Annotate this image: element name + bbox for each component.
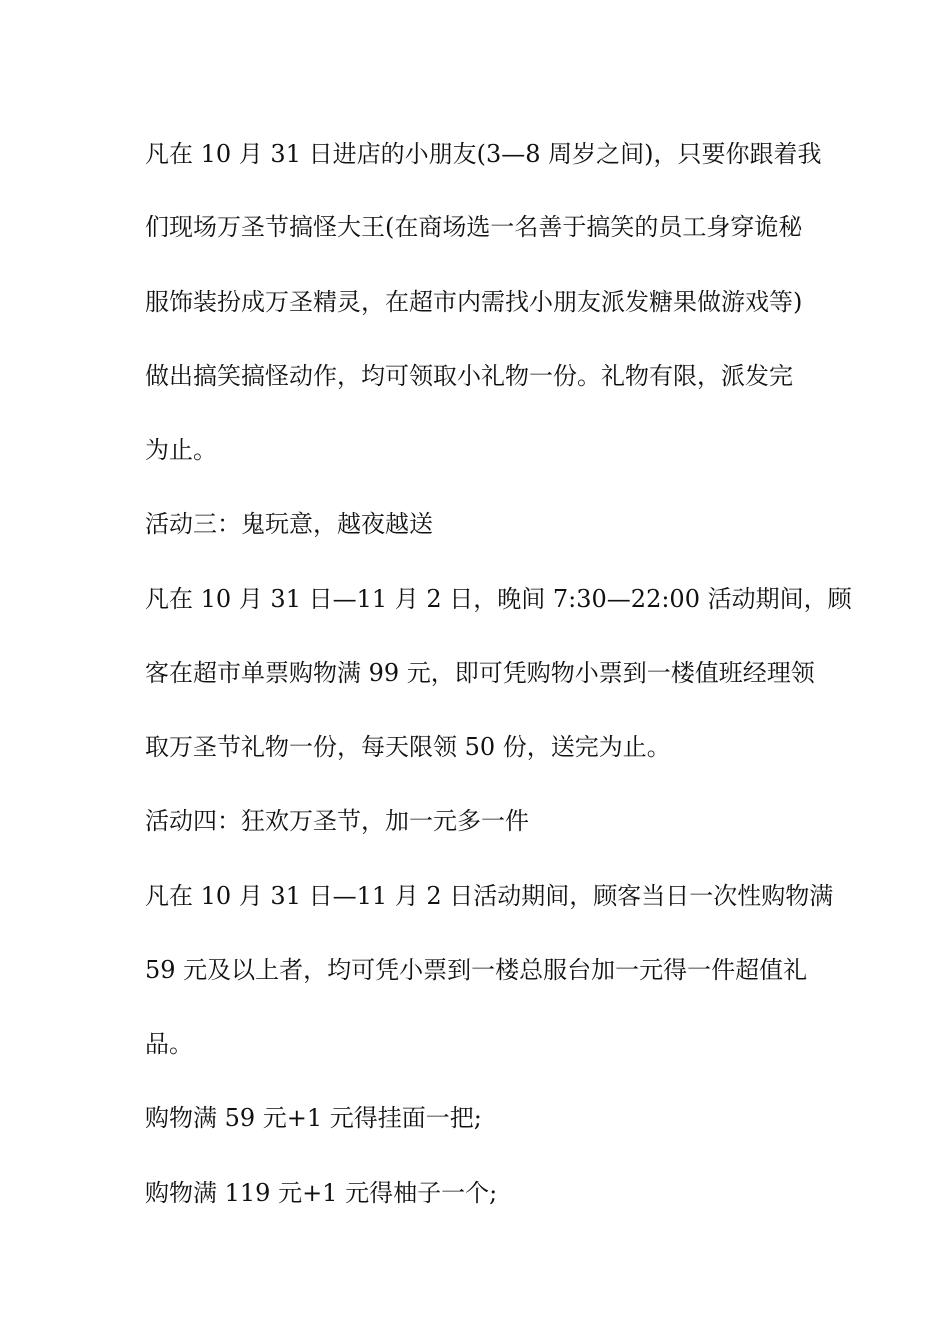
paragraph-line: 客在超市单票购物满 99 元，即可凭购物小票到一楼值班经理领: [145, 659, 815, 687]
paragraph-line: 凡在 10 月 31 日进店的小朋友(3—8 周岁之间)，只要你跟着我: [145, 140, 822, 168]
paragraph-line: 们现场万圣节搞怪大王(在商场选一名善于搞笑的员工身穿诡秘: [145, 213, 803, 241]
paragraph-line: 凡在 10 月 31 日—11 月 2 日，晚间 7:30—22:00 活动期间，顾: [145, 585, 852, 613]
section-heading: 活动三：鬼玩意，越夜越送: [145, 510, 433, 538]
paragraph-line: 做出搞笑搞怪动作，均可领取小礼物一份。礼物有限，派发完: [145, 362, 793, 390]
list-item: 购物满 119 元+1 元得柚子一个;: [145, 1179, 498, 1207]
paragraph-line: 凡在 10 月 31 日—11 月 2 日活动期间，顾客当日一次性购物满: [145, 882, 834, 910]
paragraph-line: 为止。: [145, 436, 217, 464]
paragraph-line: 品。: [145, 1030, 193, 1058]
section-heading: 活动四：狂欢万圣节，加一元多一件: [145, 807, 529, 835]
list-item: 购物满 59 元+1 元得挂面一把;: [145, 1104, 482, 1132]
paragraph-line: 取万圣节礼物一份，每天限领 50 份，送完为止。: [145, 733, 671, 761]
paragraph-line: 59 元及以上者，均可凭小票到一楼总服台加一元得一件超值礼: [145, 956, 808, 984]
paragraph-line: 服饰装扮成万圣精灵，在超市内需找小朋友派发糖果做游戏等): [145, 288, 803, 316]
